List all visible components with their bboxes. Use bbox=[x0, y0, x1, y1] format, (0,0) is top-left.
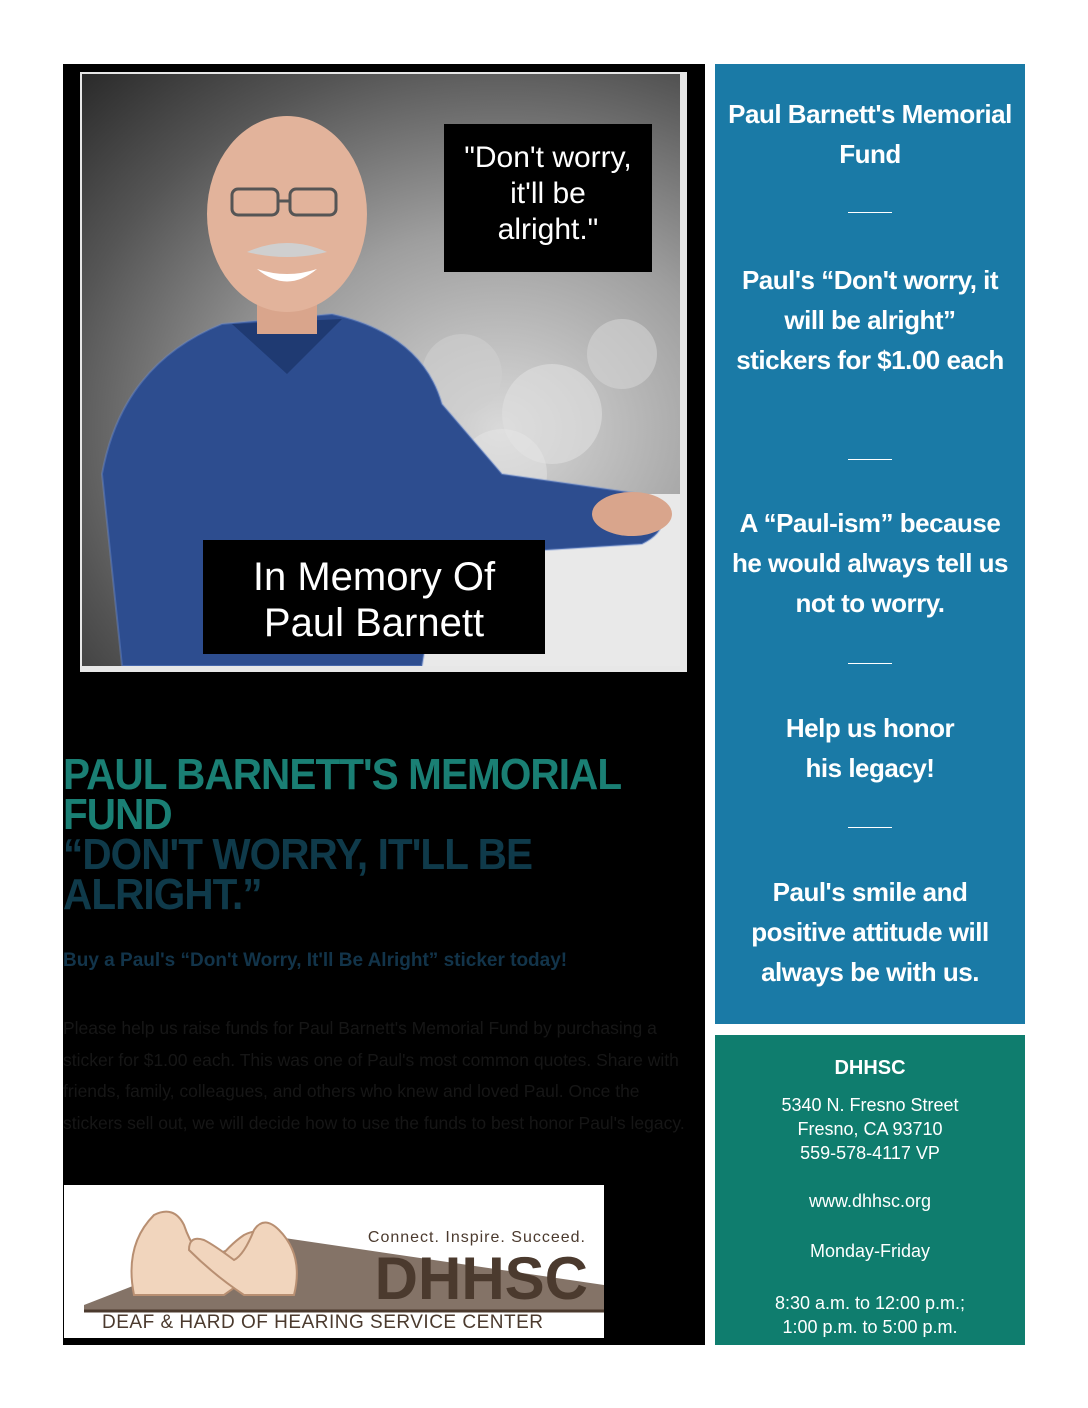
page-title bbox=[63, 750, 652, 919]
phone-number: 559-578-4117 VP bbox=[800, 1143, 940, 1163]
divider bbox=[848, 663, 892, 664]
title-line: PAUL BARNETT'S MEMORIAL bbox=[63, 750, 622, 799]
website-link[interactable]: www.dhhsc.org bbox=[808, 1191, 932, 1211]
logo-wordmark: DHHSC bbox=[374, 1245, 588, 1312]
logo-tagline: Connect. Inspire. Succeed. bbox=[367, 1229, 586, 1246]
address-line: 5340 N. Fresno Street bbox=[781, 1095, 959, 1115]
address-line: Fresno, CA 93710 bbox=[797, 1119, 943, 1139]
memory-caption bbox=[203, 540, 545, 654]
memory-line: Paul Barnett bbox=[263, 601, 485, 645]
memory-line: In Memory Of bbox=[252, 555, 496, 599]
flyer-main-column bbox=[63, 64, 705, 1345]
quote-line: alright." bbox=[497, 213, 599, 246]
title-quote: “DON'T WORRY, IT'LL BE ALRIGHT.” bbox=[63, 830, 533, 919]
quote-line: "Don't worry, bbox=[464, 141, 632, 174]
divider bbox=[848, 212, 892, 213]
quote-caption bbox=[444, 124, 652, 272]
divider bbox=[848, 827, 892, 828]
contact-title: DHHSC bbox=[834, 1057, 906, 1079]
office-hours: 8:30 a.m. to 12:00 p.m.; bbox=[774, 1293, 966, 1313]
memorial-photo-frame bbox=[80, 72, 687, 672]
sidebar-block: Paul's “Don't worry, it will be alright” stickers for $1.00 each bbox=[736, 265, 1004, 375]
logo-full-name: DEAF & HARD OF HEARING SERVICE CENTER bbox=[102, 1312, 544, 1333]
contact-info bbox=[715, 1035, 1025, 1345]
title-line: FUND bbox=[63, 790, 172, 839]
divider bbox=[848, 459, 892, 460]
sidebar-block: Paul's smile and positive attitude will always be with us. bbox=[751, 877, 989, 987]
body-paragraph: Please help us raise funds for Paul Barnett's Memorial Fund by purchasing a sticker for $1.00 each. This was one of Paul's most common quotes. Share with friends, family, colleagues, and others who knew and loved Paul. Once the stickers sell out, we will decide how to use the funds to best honor Paul's legacy. bbox=[63, 1018, 685, 1133]
quote-line: it'll be bbox=[510, 177, 586, 210]
subheading: Buy a Paul's “Don't Worry, It'll Be Alright” sticker today! bbox=[63, 950, 568, 971]
sidebar-block: Help us honor his legacy! bbox=[785, 713, 955, 783]
sidebar-block: A “Paul-ism” because he would always tell us not to worry. bbox=[731, 508, 1009, 618]
office-hours: 1:00 p.m. to 5:00 p.m. bbox=[782, 1317, 958, 1337]
office-days: Monday-Friday bbox=[809, 1241, 931, 1261]
dhhsc-logo bbox=[64, 1185, 604, 1338]
sidebar-block: Paul Barnett's Memorial Fund bbox=[728, 99, 1012, 169]
sidebar-highlights bbox=[715, 64, 1025, 1024]
